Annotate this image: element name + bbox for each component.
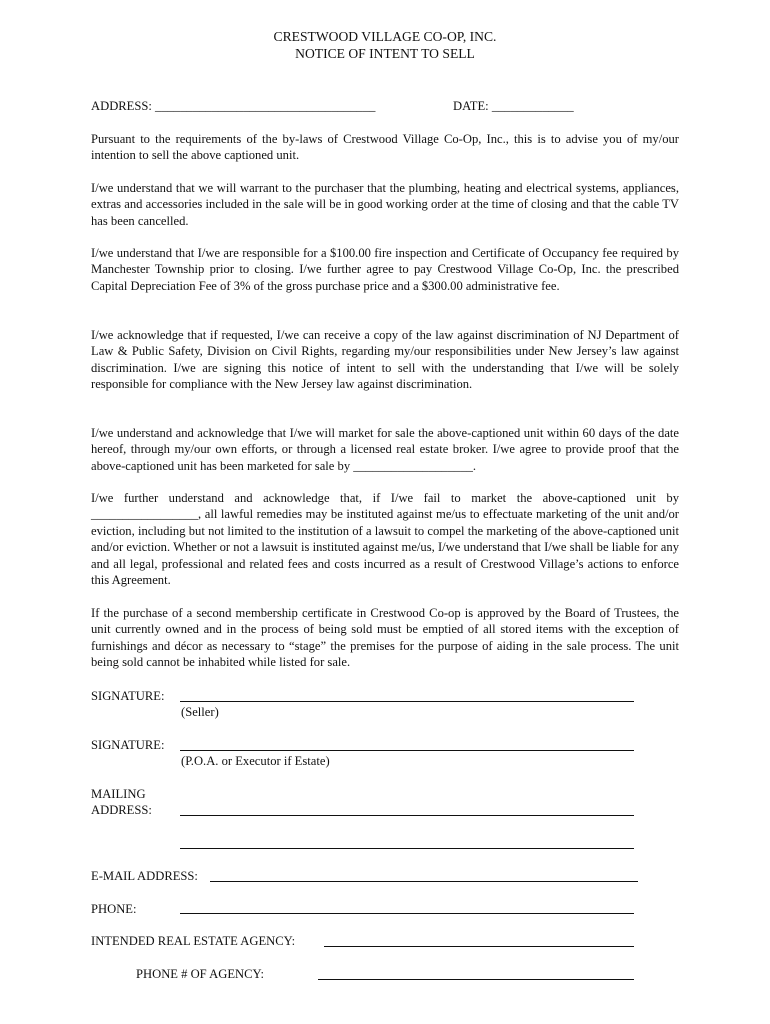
email-line[interactable] [210, 881, 638, 882]
paragraph-second-membership: If the purchase of a second membership certificate in Crestwood Co-op is approved by the Board of Trustees, the unit currently owned and in the process of being sold must be emptied of all stored items with the exception of furnishings and décor as necessary to “stage” the premises for the purpose of aiding in the sale process. The unit being sold cannot be inhabited while listed for sale. [91, 606, 679, 670]
signature-seller-caption: (Seller) [181, 705, 219, 719]
paragraph-discrimination: I/we acknowledge that if requested, I/we can receive a copy of the law against discrimination of NJ Department of Law & Public Safety, Division on Civil Rights, regarding my/our responsibilities under New Jersey’s law against discrimination. I/we are signing this notice of intent to sell with the understanding that I/we will be solely responsible for compliance with the New Jersey law against discrimination. [91, 328, 679, 392]
date-field-label[interactable]: DATE: _____________ [453, 99, 574, 113]
signature-poa-caption: (P.O.A. or Executor if Estate) [181, 754, 330, 768]
signature-poa-label: SIGNATURE: [91, 738, 165, 752]
agency-phone-label: PHONE # OF AGENCY: [136, 967, 264, 981]
organization-name: CRESTWOOD VILLAGE CO-OP, INC. [273, 29, 497, 44]
paragraph-warranty: I/we understand that we will warrant to the purchaser that the plumbing, heating and electrical systems, appliances, extras and accessories included in the sale will be in good working order at the time of closing and that the cable TV has been cancelled. [91, 181, 679, 228]
document-title: NOTICE OF INTENT TO SELL [295, 46, 475, 61]
mailing-address-line-1[interactable] [180, 815, 634, 816]
agency-line[interactable] [324, 946, 634, 947]
agency-label: INTENDED REAL ESTATE AGENCY: [91, 934, 296, 948]
mailing-address-line-2[interactable] [180, 848, 634, 849]
phone-line[interactable] [180, 913, 634, 914]
paragraph-remedies: I/we further understand and acknowledge that, if I/we fail to market the above-captioned unit by _________________, all lawful remedies may be instituted against me/us to effectuate marketing of the unit and/or eviction, including but not limited to the institution of a lawsuit to compel the marketing of the above-captioned unit and/or eviction. Whether or not a lawsuit is instituted against me/us, I/we understand that I/we shall be liable for any and all legal, professional and related fees and costs incurred as a result of Crestwood Village’s actions to enforce this Agreement. [91, 491, 679, 588]
signature-seller-line[interactable] [180, 701, 634, 702]
signature-seller-label: SIGNATURE: [91, 689, 165, 703]
mailing-label-line1: MAILING [91, 787, 146, 801]
paragraph-intent: Pursuant to the requirements of the by-laws of Crestwood Village Co-Op, Inc., this is to advise you of my/our intention to sell the above captioned unit. [91, 132, 679, 163]
paragraph-fees: I/we understand that I/we are responsible for a $100.00 fire inspection and Certificate of Occupancy fee required by Manchester Township prior to closing. I/we further agree to pay Crestwood Village Co-Op, Inc. the prescribed Capital Depreciation Fee of 3% of the gross purchase price and a $300.00 administrative fee. [91, 246, 679, 293]
phone-label: PHONE: [91, 902, 137, 916]
address-field-label[interactable]: ADDRESS: ___________________________________ [91, 99, 376, 113]
mailing-label-line2: ADDRESS: [91, 803, 152, 817]
signature-poa-line[interactable] [180, 750, 634, 751]
email-label: E-MAIL ADDRESS: [91, 869, 198, 883]
agency-phone-line[interactable] [318, 979, 634, 980]
paragraph-marketing: I/we understand and acknowledge that I/we will market for sale the above-captioned unit within 60 days of the date hereof, through my/our own efforts, or through a licensed real estate broker. I/we agree to provide proof that the above-captioned unit has been marketed for sale by ___________________. [91, 426, 679, 473]
